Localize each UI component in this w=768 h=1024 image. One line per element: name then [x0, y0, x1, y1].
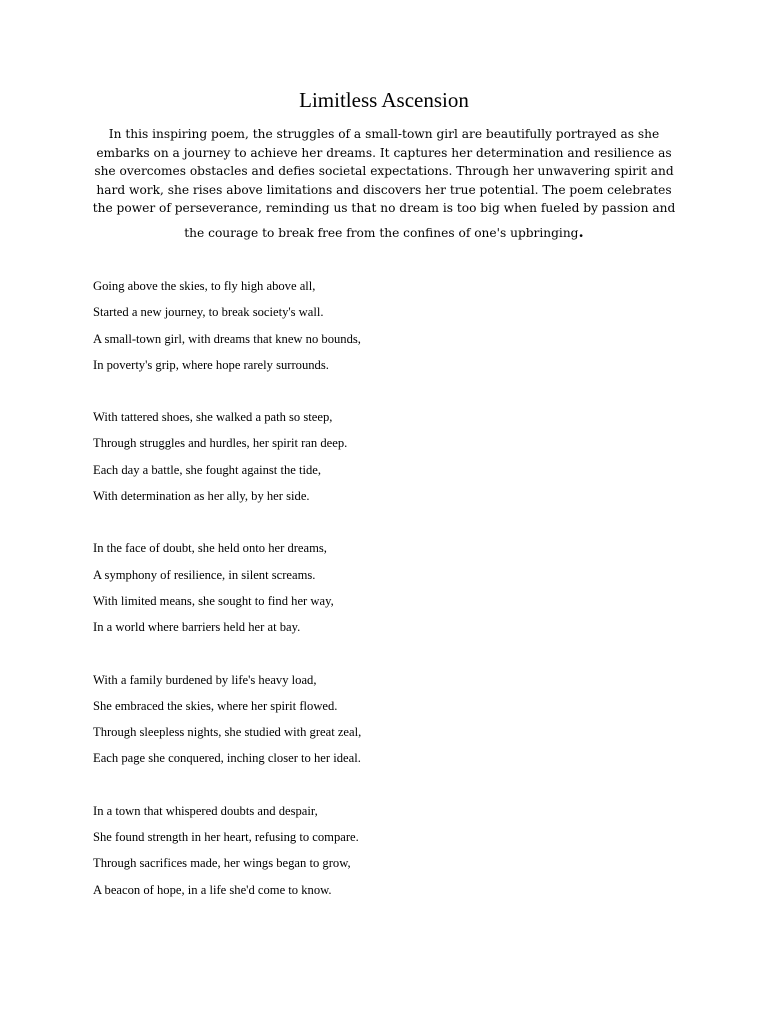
- verse-line: Through struggles and hurdles, her spirit ran deep.: [93, 436, 348, 451]
- stanza-1: [93, 276, 693, 381]
- verse-line: In poverty's grip, where hope rarely surrounds.: [93, 357, 329, 372]
- stanza-3: [93, 538, 693, 643]
- poem-body: [93, 276, 693, 932]
- verse-line: A beacon of hope, in a life she'd come to know.: [93, 882, 332, 897]
- verse-line: With tattered shoes, she walked a path so steep,: [93, 410, 333, 425]
- verse-line: With limited means, she sought to find her way,: [93, 593, 334, 608]
- intro-line-last: [90, 223, 678, 243]
- verse-line: Each page she conquered, inching closer to her ideal.: [93, 751, 361, 766]
- stanza-5: [93, 801, 693, 906]
- stanza-4: [93, 670, 693, 775]
- intro-paragraph: [90, 125, 678, 242]
- intro-line: In this inspiring poem, the struggles of a small-town girl are beautifully portrayed as she: [108, 127, 660, 141]
- intro-last-text: the courage to break free from the confines of one's upbringing: [184, 225, 579, 240]
- intro-line: she overcomes obstacles and defies societal expectations. Through her unwavering spirit and: [94, 164, 674, 178]
- verse-line: Through sacrifices made, her wings began to grow,: [93, 856, 351, 871]
- verse-line: Started a new journey, to break society's wall.: [93, 305, 324, 320]
- verse-line: Through sleepless nights, she studied with great zeal,: [93, 725, 362, 740]
- verse-line: In a town that whispered doubts and despair,: [93, 803, 318, 818]
- verse-line: A small-town girl, with dreams that knew no bounds,: [93, 331, 361, 346]
- verse-line: She found strength in her heart, refusing to compare.: [93, 830, 359, 845]
- intro-line: hard work, she rises above limitations and discovers her true potential. The poem celebrates: [96, 182, 672, 197]
- intro-line: the power of perseverance, reminding us that no dream is too big when fueled by passion and: [92, 201, 676, 215]
- verse-line: She embraced the skies, where her spirit flowed.: [93, 698, 338, 713]
- verse-line: In the face of doubt, she held onto her dreams,: [93, 541, 327, 556]
- verse-line: With a family burdened by life's heavy load,: [93, 672, 317, 687]
- verse-line: A symphony of resilience, in silent screams.: [93, 567, 316, 582]
- verse-line: Going above the skies, to fly high above all,: [93, 279, 316, 293]
- poem-title: Limitless Ascension: [299, 88, 469, 112]
- intro-line: embarks on a journey to achieve her dreams. It captures her determination and resilience as: [96, 145, 672, 160]
- verse-line: With determination as her ally, by her side.: [93, 489, 310, 504]
- verse-line: In a world where barriers held her at bay.: [93, 620, 301, 635]
- verse-line: Each day a battle, she fought against the tide,: [93, 462, 322, 477]
- intro-last-punctuation: .: [578, 222, 584, 241]
- stanza-2: [93, 407, 693, 512]
